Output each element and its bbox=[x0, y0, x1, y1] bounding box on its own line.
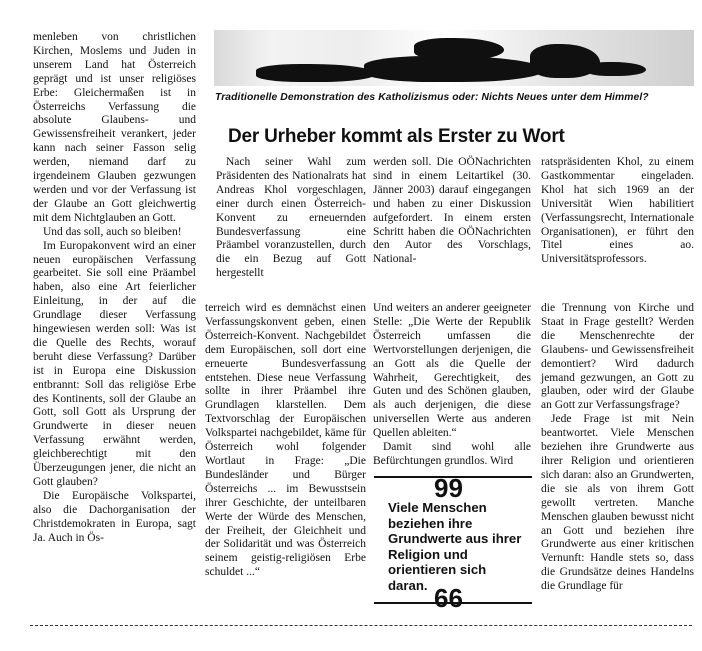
paragraph: Nach seiner Wahl zum Präsidenten des Nationalrats hat Andreas Khol vorgeschlagen, einer durch einen Österreich-Konvent zu erneuernden Bundesverfassung eine Präambel voranzustellen, durch die ein Bezug auf Gott hergestellt bbox=[216, 156, 366, 280]
article-headline: Der Urheber kommt als Erster zu Wort bbox=[228, 126, 565, 147]
page-divider bbox=[30, 625, 692, 626]
pull-quote-text: Viele Menschen beziehen ihre Grundwerte aus ihrer Religion und orientieren sich daran. bbox=[388, 500, 522, 593]
article-column-7 bbox=[541, 302, 694, 594]
paragraph: werden soll. Die OÖNachrichten sind in einem Leitartikel (30. Jänner 2003) darauf eingegangen und haben zu einer Diskussion aufgefordert. In einem ersten Schritt haben die OÖNachrichten den Autor des Vorschlags, National- bbox=[373, 156, 531, 266]
article-column-6 bbox=[373, 302, 531, 469]
paragraph: Jede Frage ist mit Nein beantwortet. Viele Menschen beziehen ihre Grundwerte aus ihrer Religion und orientieren sich daran: also an Grundwerten, die sie als von ihrem Gott gewollt vertreten. Manche Menschen glauben bewusst nicht an Gott und beziehen ihre Grundwerte aus einer kritischen Vernunft: Handle stets so, dass die Grundsätze deines Handelns die Grundlage für bbox=[541, 413, 694, 593]
pull-quote bbox=[374, 473, 532, 613]
paragraph: terreich wird es demnächst einen Verfassungskonvent geben, einen Österreich-Konvent. Nachgebildet dem Europäischen, soll dort eine erneuerte Bundesverfassung entstehen. Diese neue Verfassung sollte in ihrer Präambel ihre Grundlagen klarstellen. Dem Textvorschlag der Europäischen Volkspartei nachgebildet, käme für Österreich wohl folgender Wortlaut in Frage: „Die Bundesländer und Bürger Österreichs ... im Bewusstsein ihrer Geschichte, der unteilbaren Werte der Würde des Menschen, der Freiheit, der Gleichheit und der Solidarität und was Österreich seinem geistig-religiösen Erbe schuldet ...“ bbox=[205, 302, 366, 579]
paragraph: menleben von christlichen Kirchen, Moslems und Juden in unserem Land hat Österreich geprägt und ist unser religiöses Erbe: Gleichermaßen ist in Österreichs Verfassung die absolute Glaubens- und Gewissensfreiheit verankert, jeder kann nach seiner Fasson selig werden, niemand darf zu irgendeinem Glauben gezwungen werden und vor der Verfassung ist der Glaube an Gott gleichwertig mit dem Nichtglauben an Gott. bbox=[33, 31, 196, 224]
paragraph: ratspräsidenten Khol, zu einem Gastkommentar eingeladen. Khol hat sich 1969 an der Universität Wien habilitiert (Verfassungsrecht, Internationale Organisationen), er führt den Titel eines ao. Universitätsprofessors. bbox=[541, 156, 694, 266]
demonstration-photo bbox=[214, 30, 694, 86]
article-column-5 bbox=[205, 302, 366, 580]
article-column-4 bbox=[541, 156, 694, 267]
paragraph: Die Europäische Volkspartei, also die Dachorganisation der Christdemokraten in Europa, sagt Ja. Auch in Ös- bbox=[33, 489, 196, 544]
paragraph: Und weiters an anderer geeigneter Stelle: „Die Werte der Republik Österreich umfassen die Wertvorstellungen derjenigen, die an Gott als die Quelle der Wahrheit, Gerechtigkeit, des Guten und des Schönen glauben, als auch derjenigen, die diese universellen Werte aus anderen Quellen ableiten.“ bbox=[373, 302, 531, 440]
quote-close-mark: 66 bbox=[434, 583, 463, 613]
article-column-3 bbox=[373, 156, 531, 267]
paragraph: die Trennung von Kirche und Staat in Frage gestellt? Werden die Menschenrechte der Glaubens- und Gewissensfreiheit demontiert? Wird dadurch jemand gezwungen, an Gott zu glauben, oder wird der Glaube an Gott zur Verfassungsfrage? bbox=[541, 302, 694, 412]
article-column-2 bbox=[216, 156, 366, 281]
paragraph: Im Europakonvent wird an einer neuen europäischen Verfassung gearbeitet. Sie soll eine Präambel haben, also eine Art feierlicher Einleitung, in der auf die Grundlage dieser Verfassung hingewiesen werden soll: Was ist die Quelle des Rechts, worauf beruht diese Verfassung? Darüber ist in Europa eine Diskussion entbrannt: Soll das religiöse Erbe des Kontinents, soll der Glaube an Gott, soll Gott als Ursprung der Grundwerte in dieser neuen Verfassung erwähnt werden, gleichberechtigt mit den Überzeugungen jener, die nicht an Gott glauben? bbox=[33, 239, 196, 488]
photo-caption: Traditionelle Demonstration des Katholizismus oder: Nichts Neues unter dem Himmel? bbox=[215, 92, 649, 103]
quote-open-mark: 99 bbox=[434, 473, 463, 503]
paragraph: Damit sind wohl alle Befürchtungen grundlos. Wird bbox=[373, 441, 531, 467]
paragraph: Und das soll, auch so bleiben! bbox=[43, 225, 182, 238]
article-column-1 bbox=[33, 31, 196, 546]
